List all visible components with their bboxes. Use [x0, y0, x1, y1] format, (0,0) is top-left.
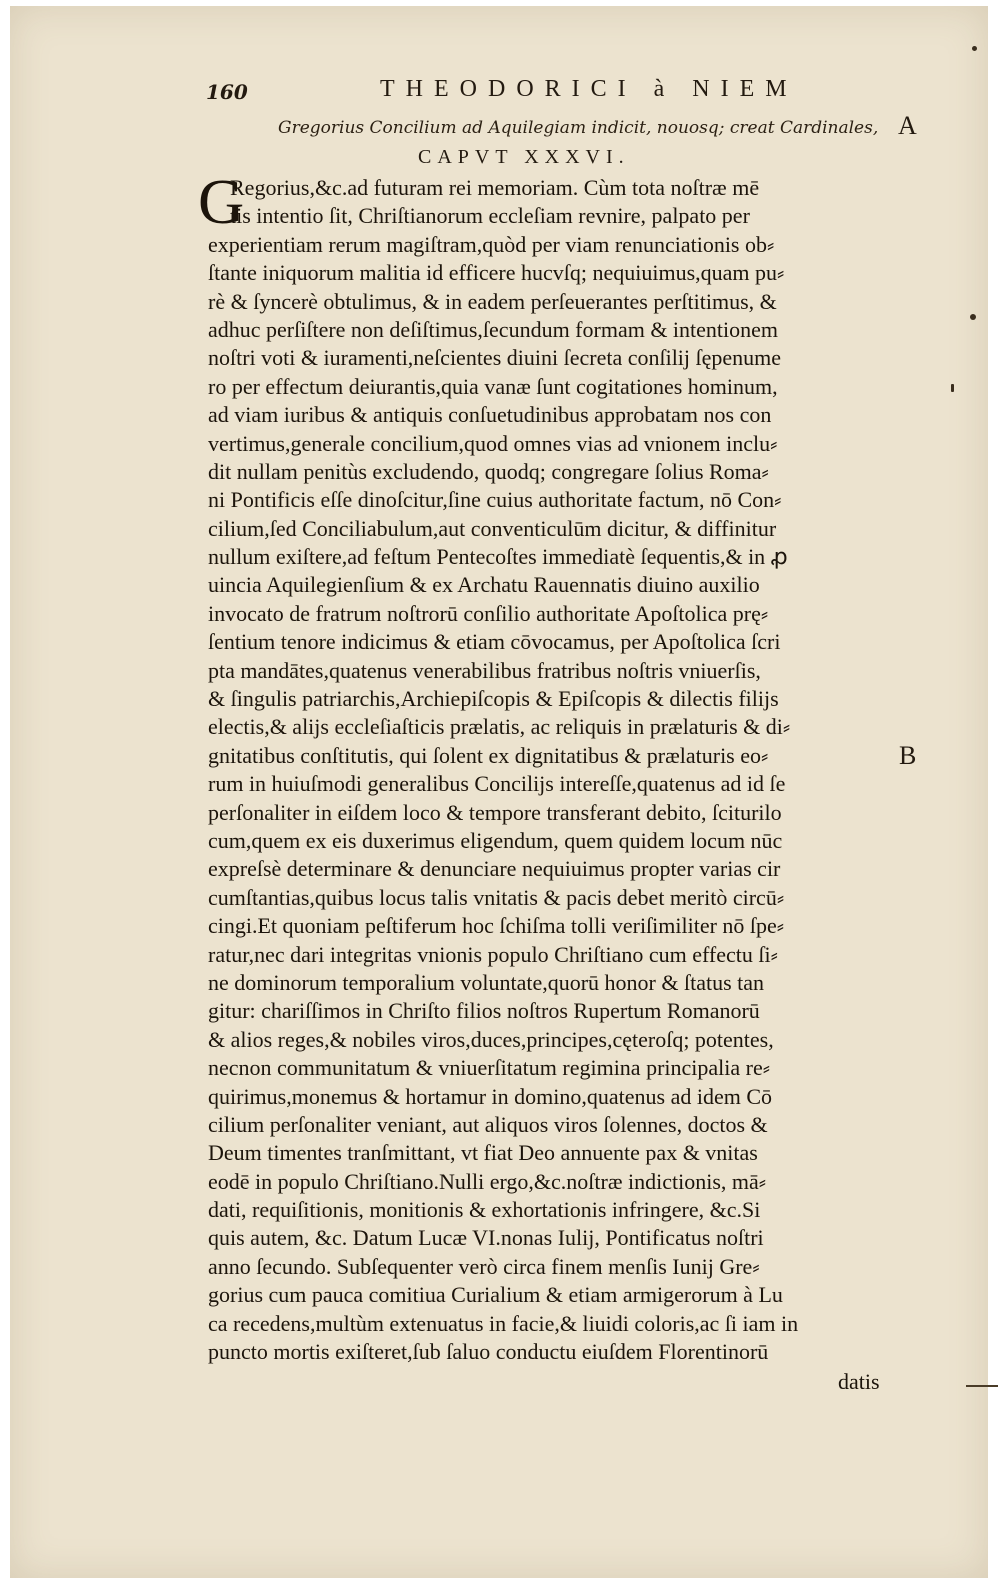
text-line: cum,quem ex eis duxerimus eligendum, quem quidem locum nūc: [208, 827, 783, 853]
text-line: cilium,ſed Conciliabulum,aut conventiculūm dicitur, & diffinitur: [208, 515, 777, 541]
text-line: cumſtantias,quibus locus talis vnitatis & pacis debet meritò circū⸗: [208, 884, 785, 910]
text-line: & ſingulis patriarchis,Archiepiſcopis & Epiſcopis & dilectis filijs: [208, 686, 779, 712]
ink-speck: [972, 46, 977, 51]
text-line: electis,& alijs eccleſiaſticis prælatis, ac reliquis in prælaturis & di⸗: [208, 714, 791, 740]
text-line: experientiam rerum magiſtram,quòd per viam renunciationis ob⸗: [208, 231, 775, 257]
margin-letter-a: A: [898, 111, 917, 140]
text-line: ro per effectum deiurantis,quia vanæ ſunt cogitationes hominum,: [208, 373, 778, 399]
text-line: Regorius,&c.ad futuram rei memoriam. Cùm tota noſtræ mē: [230, 175, 760, 200]
text-line: anno ſecundo. Subſequenter verò circa finem menſis Iunij Gre⸗: [208, 1253, 760, 1279]
text-line: uincia Aquilegienſium & ex Archatu Rauennatis diuino auxilio: [208, 572, 760, 598]
drop-cap-initial: G: [198, 166, 245, 237]
text-line: rè & ſyncerè obtulimus, & in eadem perſeuerantes perſtitimus, &: [208, 288, 777, 314]
chapter-summary: Gregorius Concilium ad Aquilegiam indicit, nouosq; creat Cardinales,: [278, 118, 879, 138]
text-line: pta mandātes,quatenus venerabilibus fratribus noſtris vniuerſis,: [208, 657, 761, 683]
text-line: dit nullam penitùs excludendo, quodq; congregare ſolius Roma⸗: [208, 458, 769, 484]
ink-speck: [951, 384, 954, 392]
text-line: expreſsè determinare & denunciare nequiuimus propter varias cir: [208, 856, 781, 882]
text-line: rum in huiuſmodi generalibus Concilijs intereſſe,quatenus ad id ſe: [208, 771, 786, 797]
text-line: Deum timentes tranſmittant, vt fiat Deo annuente pax & vnitas: [208, 1140, 758, 1166]
catchword: datis: [838, 1369, 880, 1394]
text-line: quirimus,monemus & hortamur in domino,quatenus ad idem Cō: [208, 1083, 772, 1109]
text-line: gorius cum pauca comitiua Curialium & etiam armigerorum à Lu: [208, 1282, 783, 1308]
body-text: [208, 174, 898, 1366]
text-line: puncto mortis exiſteret,ſub ſaluo conductu eiuſdem Florentinorū: [208, 1339, 769, 1365]
text-line: dati, requiſitionis, monitionis & exhortationis infringere, &c.Si: [208, 1197, 761, 1223]
text-line: adhuc perſiſtere non deſiſtimus,ſecundum formam & intentionem: [208, 316, 779, 342]
text-line: necnon communitatum & vniuerſitatum regimina principalia re⸗: [208, 1055, 771, 1081]
text-line: & alios reges,& nobiles viros,duces,principes,cęteroſq; potentes,: [208, 1026, 774, 1052]
text-line: gnitatibus conſtitutis, qui ſolent ex dignitatibus & prælaturis eo⸗: [208, 742, 769, 768]
ink-speck: [970, 314, 976, 320]
text-line: invocato de fratrum noſtrorū conſilio authoritate Apoſtolica prę⸗: [208, 600, 769, 626]
text-line: quis autem, &c. Datum Lucæ VI.nonas Iulij, Pontificatus noſtri: [208, 1225, 764, 1251]
text-line: ratur,nec dari integritas vnionis populo Chriſtiano cum effectu ſi⸗: [208, 941, 778, 967]
chapter-heading: CAPVT XXXVI.: [418, 146, 630, 168]
text-line: ni Pontificis eſſe dinoſcitur,ſine cuius authoritate factum, nō Con⸗: [208, 487, 782, 513]
text-line: ſentium tenore indicimus & etiam cōvocamus, per Apoſtolica ſcri: [208, 629, 781, 655]
text-line: ca recedens,multùm extenuatus in facie,& liuidi coloris,ac ſi iam in: [208, 1310, 799, 1336]
text-line: cingi.Et quoniam peſtiferum hoc ſchiſma tolli veriſimiliter nō ſpe⸗: [208, 913, 785, 939]
text-line: tis intentio ſit, Chriſtianorum eccleſiam revnire, palpato per: [230, 203, 750, 229]
page-number: 160: [206, 80, 248, 104]
text-line: eodē in populo Chriſtiano.Nulli ergo,&c.noſtræ indictionis, mā⸗: [208, 1168, 767, 1194]
book-page: [10, 6, 988, 1578]
text-line: gitur: chariſſimos in Chriſto filios noſtros Rupertum Romanorū: [208, 998, 760, 1024]
running-head: [10, 76, 988, 106]
page-edge-mark: [966, 1385, 998, 1387]
text-line: nullum exiſtere,ad feſtum Pentecoſtes immediatè ſequentis,& in ꝓ: [208, 544, 788, 570]
running-title: THEODORICI à NIEM: [380, 76, 798, 102]
text-line: ne dominorum temporalium voluntate,quorū honor & ſtatus tan: [208, 969, 765, 995]
text-line: ſtante iniquorum malitia id efficere hucvſq; nequiuimus,quam pu⸗: [208, 260, 785, 286]
text-line: vertimus,generale concilium,quod omnes vias ad vnionem inclu⸗: [208, 430, 778, 456]
text-line: ad viam iuribus & antiquis conſuetudinibus approbatam nos con: [208, 402, 772, 428]
text-line: perſonaliter in eiſdem loco & tempore transferant debito, ſciturilo: [208, 799, 782, 825]
text-line: noſtri voti & iuramenti,neſcientes diuini ſecreta conſilij ſępenume: [208, 345, 782, 371]
margin-letter-b: B: [899, 741, 917, 770]
text-line: cilium perſonaliter veniant, aut aliquos viros ſolennes, doctos &: [208, 1111, 768, 1137]
